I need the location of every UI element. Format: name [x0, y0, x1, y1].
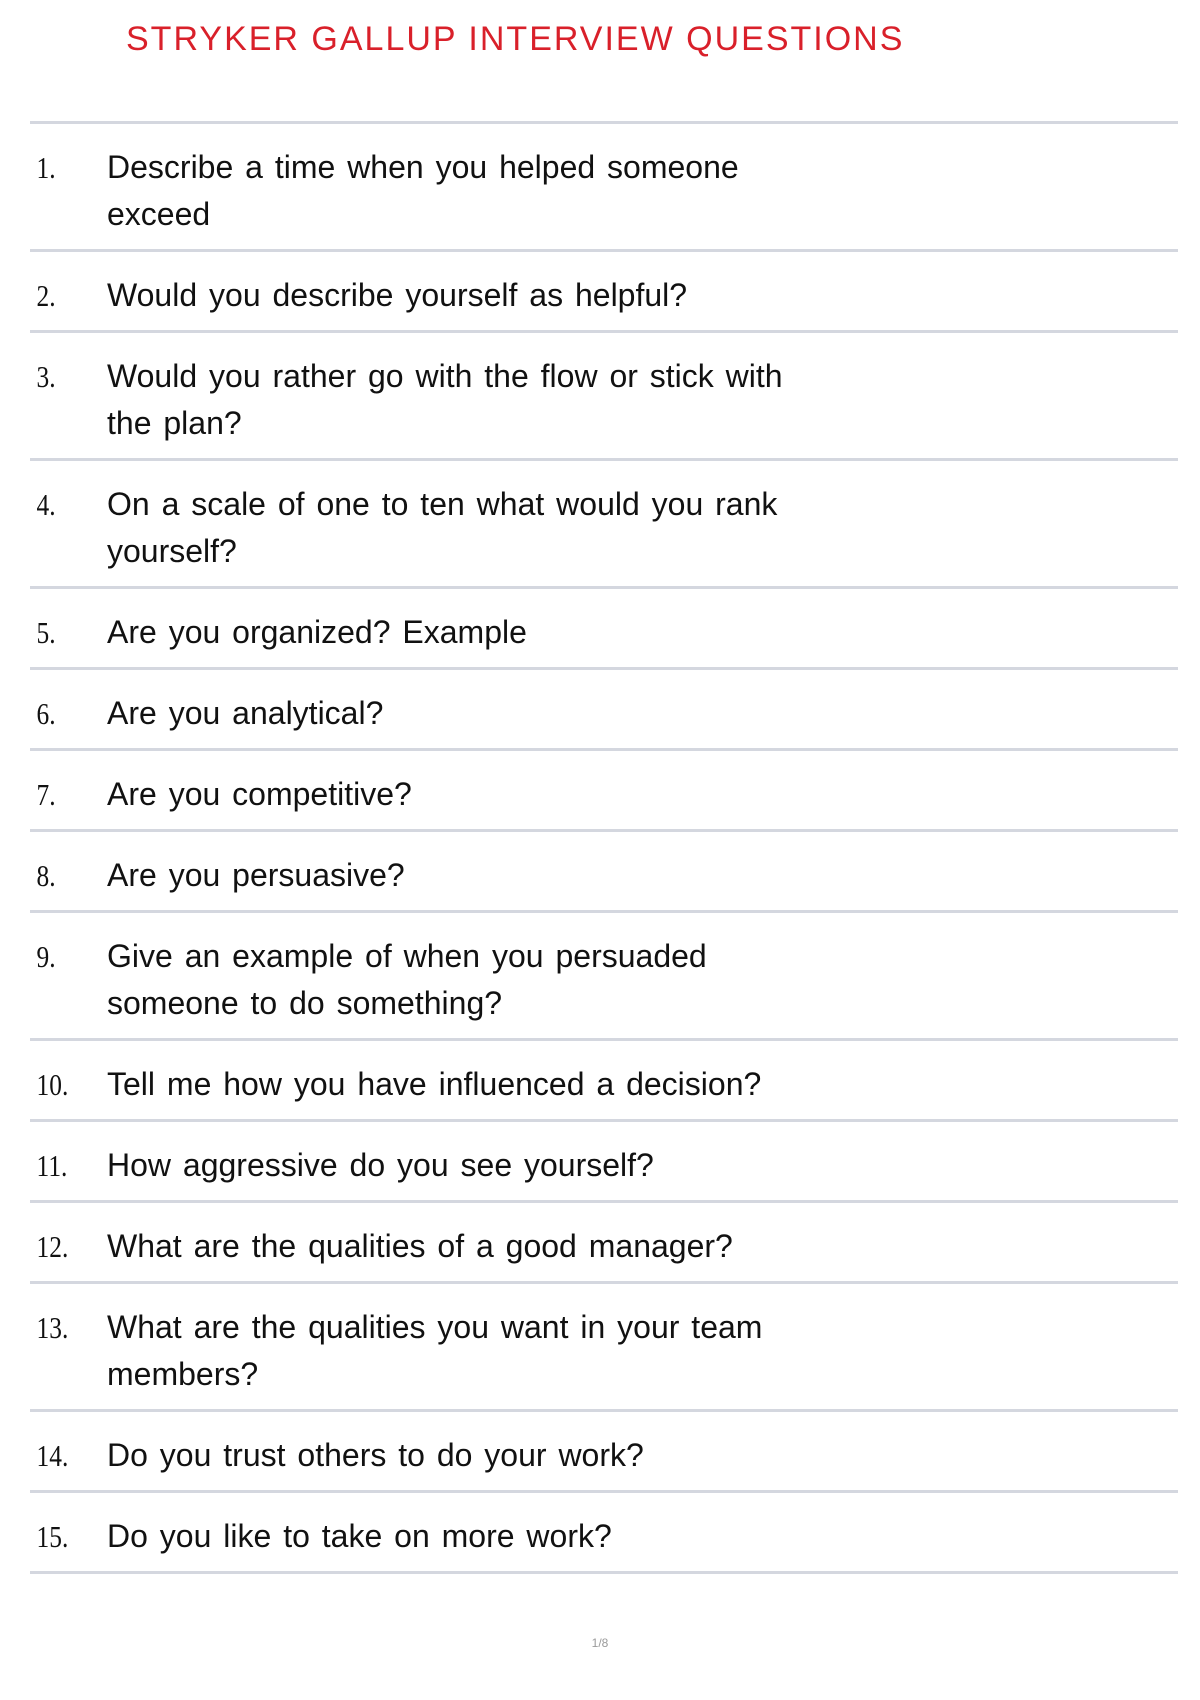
question-text: Describe a time when you helped someone exceed: [107, 149, 739, 232]
question-row: [30, 1412, 1178, 1493]
question-text: Are you persuasive?: [107, 857, 405, 893]
question-text: What are the qualities you want in your team members?: [107, 1309, 763, 1392]
question-row: [30, 589, 1178, 670]
question-number: 10.: [36, 1067, 69, 1102]
question-row: [30, 1284, 1178, 1412]
question-text: Do you like to take on more work?: [107, 1518, 612, 1554]
question-number: 8.: [36, 858, 56, 893]
question-row: [30, 1493, 1178, 1574]
question-number: 6.: [36, 696, 56, 731]
question-row: [30, 1122, 1178, 1203]
question-number: 1.: [36, 150, 56, 185]
question-row: [30, 1041, 1178, 1122]
question-row: [30, 333, 1178, 461]
question-text: Do you trust others to do your work?: [107, 1437, 644, 1473]
document-title-text: STRYKER GALLUP INTERVIEW QUESTIONS: [126, 20, 905, 58]
question-text: Are you competitive?: [107, 776, 412, 812]
question-number: 3.: [36, 359, 56, 394]
question-number: 4.: [36, 487, 56, 522]
question-row: [30, 252, 1178, 333]
question-row: [30, 670, 1178, 751]
question-row: [30, 832, 1178, 913]
question-text: Would you rather go with the flow or stick with the plan?: [107, 358, 783, 441]
question-row: [30, 913, 1178, 1041]
question-number: 2.: [36, 278, 56, 313]
question-number: 15.: [36, 1519, 69, 1554]
question-number: 9.: [36, 939, 56, 974]
question-row: [30, 751, 1178, 832]
question-text: What are the qualities of a good manager?: [107, 1228, 733, 1264]
question-text: Would you describe yourself as helpful?: [107, 277, 688, 313]
question-row: [30, 124, 1178, 252]
page-number: 1/8: [591, 1636, 609, 1650]
question-number: 13.: [36, 1310, 69, 1345]
question-text: Give an example of when you persuaded someone to do something?: [107, 938, 707, 1021]
document-title: [126, 20, 905, 76]
question-number: 11.: [36, 1148, 68, 1183]
question-text: How aggressive do you see yourself?: [107, 1147, 654, 1183]
question-list: [30, 121, 1178, 1574]
question-text: On a scale of one to ten what would you rank yourself?: [107, 486, 778, 569]
question-number: 7.: [36, 777, 56, 812]
question-text: Tell me how you have influenced a decision?: [107, 1066, 762, 1102]
question-text: Are you organized? Example: [107, 614, 527, 650]
question-row: [30, 461, 1178, 589]
question-text: Are you analytical?: [107, 695, 384, 731]
question-number: 14.: [36, 1438, 69, 1473]
question-number: 12.: [36, 1229, 69, 1264]
question-row: [30, 1203, 1178, 1284]
question-number: 5.: [36, 615, 56, 650]
